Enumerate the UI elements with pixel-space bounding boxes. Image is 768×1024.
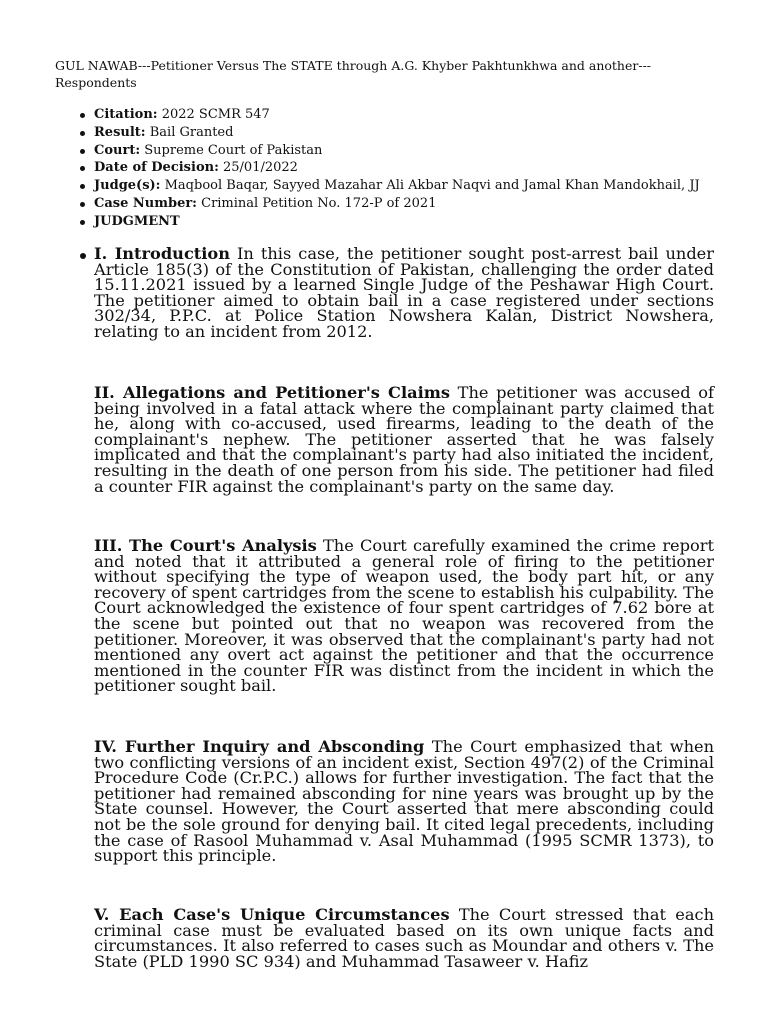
citation-item <box>78 106 700 124</box>
decision-date-value: 25/01/2022 <box>218 160 298 176</box>
judgment-item <box>78 213 700 231</box>
section-allegations <box>94 385 714 494</box>
court-label: Court: <box>94 142 141 158</box>
case-number-label: Case Number: <box>94 195 197 211</box>
section-body: The Court stressed that each criminal case must be evaluated based on its own unique facts and circumstances. It also referred to cases such as Moundar and others v. The State (PLD 1990 SC 934) and Muhammad Tasaweer v. Hafiz <box>94 905 714 971</box>
case-number-value: Criminal Petition No. 172-P of 2021 <box>196 195 437 211</box>
section-body: The petitioner was accused of being involved in a fatal attack where the complainant party claimed that he, along with co-accused, used firearms, leading to the death of the complainant's nephew. The petitioner asserted that he was falsely implicated and that the complainant's party had also initiated the incident, resulting in the death of one person from his side. The petitioner had filed a counter FIR against the complainant's party on the same day. <box>94 383 714 496</box>
court-value: Supreme Court of Pakistan <box>140 142 323 158</box>
section-body: The Court carefully examined the crime report and noted that it attributed a general role of firing to the petitioner without specifying the type of weapon used, the body part hit, or any recovery of spent cartridges from the scene to establish his culpability. The Court acknowledged the existence of four spent cartridges of 7.62 bore at the scene but pointed out that no weapon was recovered from the petitioner. Moreover, it was observed that the complainant's party had not mentioned any overt act against the petitioner and that the occurrence mentioned in the counter FIR was distinct from the incident in which the petitioner sought bail. <box>94 536 714 696</box>
judges-label: Judge(s): <box>94 178 161 194</box>
decision-date-item <box>78 159 700 177</box>
case-heading: GUL NAWAB---Petitioner Versus The STATE through A.G. Khyber Pakhtunkhwa and another---Respondents <box>55 58 652 90</box>
citation-label: Citation: <box>94 107 158 122</box>
section-title: I. Introduction <box>94 244 230 263</box>
case-number-item <box>78 195 700 213</box>
decision-date-label: Date of Decision: <box>94 160 219 176</box>
section-title: IV. Further Inquiry and Absconding <box>94 737 425 756</box>
section-unique-circumstances <box>94 907 714 969</box>
section-body: In this case, the petitioner sought post-arrest bail under Article 185(3) of the Constitution of Pakistan, challenging the order dated 15.11.2021 issued by a learned Single Judge of the Peshawar High Court. The petitioner aimed to obtain bail in a case registered under sections 302/34, P.P.C. at Police Station Nowshera Kalan, District Nowshera, relating to an incident from 2012. <box>94 244 714 341</box>
result-value: Bail Granted <box>145 124 234 140</box>
section-title: III. The Court's Analysis <box>94 536 317 555</box>
section-bullet <box>80 253 86 259</box>
case-metadata-list <box>78 106 700 231</box>
section-introduction <box>94 246 714 340</box>
section-title: V. Each Case's Unique Circumstances <box>94 905 450 924</box>
court-item <box>78 142 700 160</box>
section-body: The Court emphasized that when two conflicting versions of an incident exist, Section 497(2) of the Criminal Procedure Code (Cr.P.C.) allows for further investigation. The fact that the petitioner had remained absconding for nine years was brought up by the State counsel. However, the Court asserted that mere absconding could not be the sole ground for denying bail. It cited legal precedents, including the case of Rasool Muhammad v. Asal Muhammad (1995 SCMR 1373), to support this principle. <box>94 737 714 866</box>
section-title: II. Allegations and Petitioner's Claims <box>94 383 450 402</box>
result-item <box>78 124 700 142</box>
section-court-analysis <box>94 538 714 694</box>
judges-item <box>78 177 700 195</box>
section-further-inquiry <box>94 739 714 864</box>
judgment-label: JUDGMENT <box>94 213 180 229</box>
judges-value: Maqbool Baqar, Sayyed Mazahar Ali Akbar Naqvi and Jamal Khan Mandokhail, JJ <box>160 178 700 194</box>
result-label: Result: <box>94 124 146 140</box>
citation-value: 2022 SCMR 547 <box>157 107 270 122</box>
